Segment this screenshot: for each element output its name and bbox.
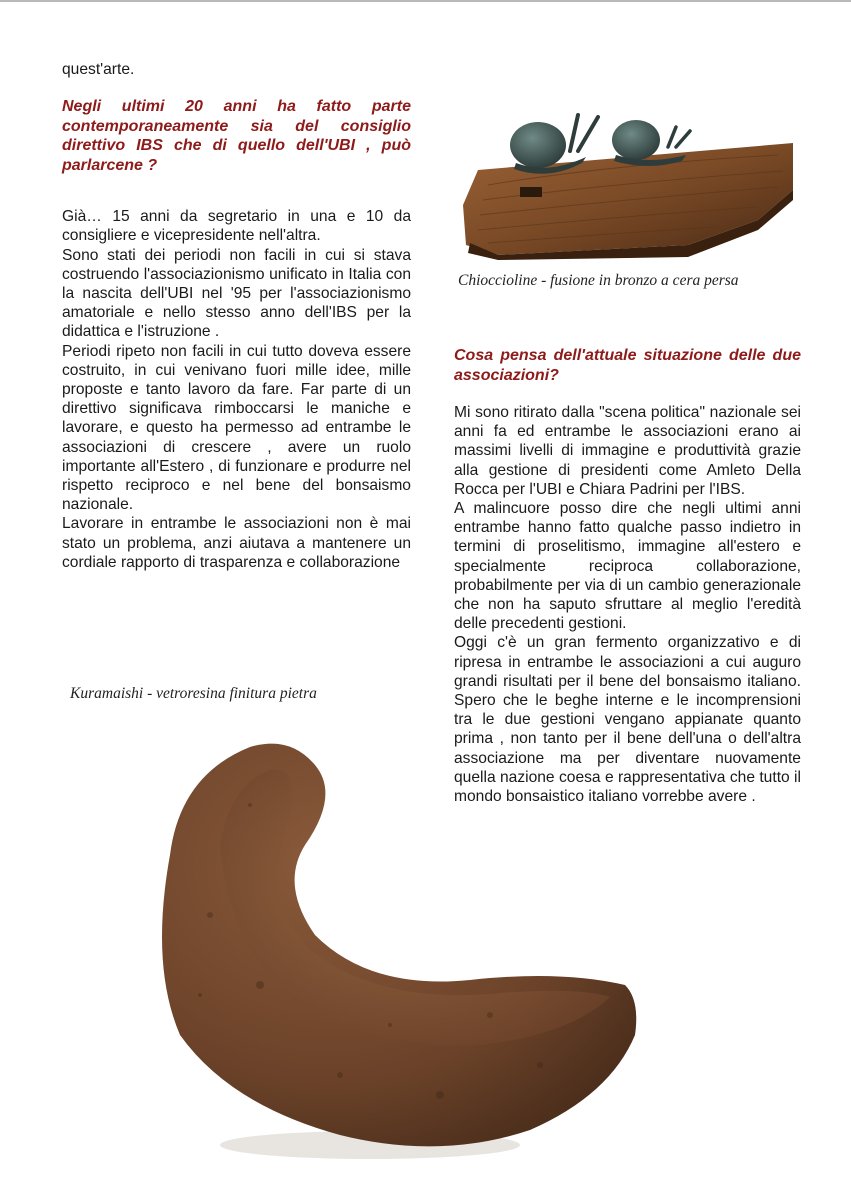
left-column — [62, 60, 411, 572]
answer-paragraph: A malincuore posso dire che negli ultimi anni entrambe hanno fatto qualche passo indietro in termini di proselitismo, immagine all'estero e specialmente reciproca collaborazione, probabilmente per via di un cambio generazionale che non ha saputo sfruttare al meglio l'eredità delle precedenti gestioni. — [454, 500, 801, 633]
answer-paragraph: Sono stati dei periodi non facili in cui si stava costruendo l'associazionismo unificato in Italia con la nascita dell'UBI nel '95 per l'associazionismo amatoriale e nello stesso anno dell'IBS per la didattica e l'istruzione . — [62, 246, 411, 341]
answer-paragraph: Oggi c'è un gran fermento organizzativo e di ripresa in entrambe le associazioni a cui auguro grandi risultati per il bene del bonsaismo italiano. Spero che le beghe interne e le incomprensioni tra le due gestioni vengano appianate quanto prima , non tanto per il bene dell'una o dell'altra associazione ma per diventare nuovamente quella nazione coesa e rappresentativa che tutto il mondo bonsaistico italiano vorrebbe avere . — [454, 634, 801, 806]
kuramaishi-photo — [140, 735, 645, 1165]
intro-text: quest'arte. — [62, 61, 135, 78]
snails-photo — [458, 95, 793, 260]
question-heading: Cosa pensa dell'attuale situazione delle due associazioni? — [454, 347, 801, 384]
answer-paragraph: Lavorare in entrambe le associazioni non è mai stato un problema, anzi aiutava a mantenere un cordiale rapporto di trasparenza e collaborazione — [62, 515, 411, 571]
pot-caption: Kuramaishi - vetroresina finitura pietra — [70, 685, 317, 702]
question-heading: Negli ultimi 20 anni ha fatto parte contemporaneamente sia del consiglio direttivo IBS che di quello dell'UBI , può parlarcene ? — [62, 98, 411, 174]
snails-caption: Chioccioline - fusione in bronzo a cera persa — [458, 272, 739, 289]
answer-paragraph: Periodi ripeto non facili in cui tutto doveva essere costruito, in cui venivano fuori mille idee, mille proposte e tanto lavoro da fare. Far parte di un direttivo significava rimboccarsi le maniche e lavorare, e questo ha permesso ad entrambe le associazioni di crescere , avere un ruolo importante all'Estero , di funzionare e produrre nel rispetto reciproco e nel bene del bonsaismo nazionale. — [62, 342, 411, 514]
answer-paragraph: Già… 15 anni da segretario in una e 10 da consigliere e vicepresidente nell'altra. — [62, 208, 411, 245]
answer-paragraph: Mi sono ritirato dalla "scena politica" nazionale sei anni fa ed entrambe le associazioni erano ai massimi livelli di immagine e produttività grazie alla gestione di presidenti come Amleto Della Rocca per l'UBI e Chiara Padrini per l'IBS. — [454, 404, 801, 498]
page-top-rule — [0, 0, 851, 2]
